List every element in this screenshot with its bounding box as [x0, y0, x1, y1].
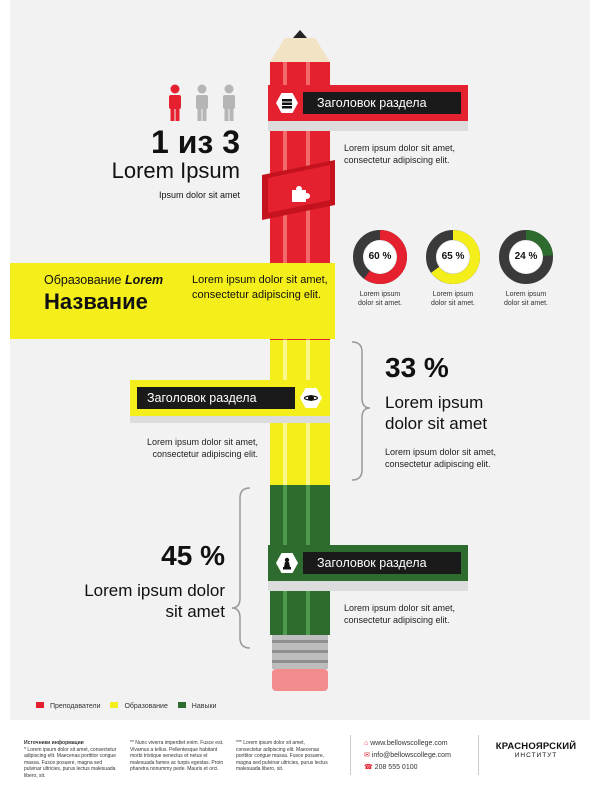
section-label-3-text: Заголовок раздела	[303, 552, 461, 574]
footer-divider-right	[478, 735, 479, 775]
footer-divider-left	[350, 735, 351, 775]
section-label-1	[268, 85, 468, 121]
footer-contacts	[364, 738, 451, 774]
section-1-description: Lorem ipsum dolor sit amet, consectetur adipiscing elit.	[344, 143, 456, 165]
stat-1-of-3-caption: Ipsum dolor sit amet	[158, 190, 240, 200]
stat-45-subtitle: Lorem ipsum dolor sit amet	[84, 581, 225, 621]
banner-text: Lorem ipsum dolor sit amet, consectetur adipiscing elit.	[192, 274, 328, 301]
chess-piece-icon	[276, 553, 298, 573]
legend-swatch-yellow	[110, 702, 118, 708]
stat-45-value: 45 %	[161, 540, 225, 571]
footer-sources-title: Источники информации	[24, 740, 84, 746]
person-icon-gray	[196, 85, 208, 122]
footer-phone: ☎ 208 555 0100	[364, 764, 418, 771]
brace-33	[352, 342, 370, 480]
pencil-lead	[293, 30, 307, 38]
stat-1-of-3-subtitle: Lorem Ipsum	[111, 158, 240, 183]
footer-email[interactable]: ✉ info@bellowscollege.com	[364, 752, 451, 759]
web-icon: ⌂	[364, 740, 371, 747]
donut-60-caption: Lorem ipsum dolor sit amet.	[358, 291, 402, 307]
education-banner	[10, 263, 335, 339]
stat-1-of-3: 1 из 3	[151, 124, 240, 160]
mail-icon: ✉	[364, 752, 372, 759]
banner-title-line1	[44, 273, 163, 287]
section-3-description: Lorem ipsum dolor sit amet, consectetur adipiscing elit.	[344, 603, 456, 625]
donut-60-label: 60 %	[368, 251, 392, 262]
org-name-line2: ИНСТИТУТ	[514, 752, 558, 759]
phone-icon: ☎	[364, 764, 375, 771]
stat-33-value: 33 %	[385, 352, 449, 383]
footer-web[interactable]: ⌂ www.bellowscollege.com	[364, 740, 448, 747]
footer-note-3: *** Lorem ipsum dolor sit amet, consectetur adipiscing elit. Maecenas porttitor congue massa. Fusce posuere, magna sed pulvinar ultricies, purus lectus malesuada libero, sit.	[236, 740, 328, 772]
donut-24-label: 24 %	[514, 251, 538, 262]
brace-45	[232, 488, 250, 648]
section-label-3	[268, 545, 468, 581]
section-label-2-text: Заголовок раздела	[137, 387, 295, 409]
books-icon	[276, 93, 298, 113]
banner-title-prefix: Образование	[44, 273, 125, 287]
section-2-description: Lorem ipsum dolor sit amet, consectetur adipiscing elit.	[146, 437, 258, 459]
footer-note-1: * Lorem ipsum dolor sit amet, consectetur adipiscing elit. Maecenas porttitor congue massa. Fusce posuere, magna sed pulvinar ultricies, purus lectus malesuada libero, sit.	[24, 746, 117, 779]
legend-item-education: Образование	[110, 703, 167, 710]
legend-swatch-green	[178, 702, 186, 708]
stat-33-subtitle: Lorem ipsum dolor sit amet	[385, 393, 488, 433]
person-icon-red	[169, 85, 181, 122]
legend	[36, 702, 216, 710]
section-label-1-text: Заголовок раздела	[303, 92, 461, 114]
legend-item-teachers: Преподаватели	[36, 703, 101, 710]
pencil-eraser	[272, 669, 328, 691]
planet-icon	[300, 388, 322, 408]
legend-item-skills: Навыки	[178, 703, 217, 710]
donut-65-label: 65 %	[441, 251, 465, 262]
pencil-wood-tip	[270, 38, 330, 62]
legend-swatch-red	[36, 702, 44, 708]
banner-title-em: Lorem	[124, 273, 164, 287]
donut-24-caption: Lorem ipsum dolor sit amet.	[504, 291, 548, 307]
section-label-2	[130, 380, 330, 416]
org-logo	[486, 741, 586, 759]
banner-title-line2: Название	[44, 289, 148, 314]
stat-33-description: Lorem ipsum dolor sit amet, consectetur adipiscing elit.	[385, 447, 497, 469]
donut-65-caption: Lorem ipsum dolor sit amet.	[431, 291, 475, 307]
footer-sources	[24, 740, 120, 779]
person-icon-gray	[223, 85, 235, 122]
people-icons	[165, 84, 245, 122]
footer-note-2: ** Nunc viverra imperdiet enim. Fusce est. Vivamus a tellus. Pellentesque habitant morbi tristique senectus et netus et malesuada fames ac turpis egestas. Proin pharetra nonummy pede. Mauris et orci.	[130, 740, 224, 772]
org-name-line1: КРАСНОЯРСКИЙ	[495, 741, 577, 752]
